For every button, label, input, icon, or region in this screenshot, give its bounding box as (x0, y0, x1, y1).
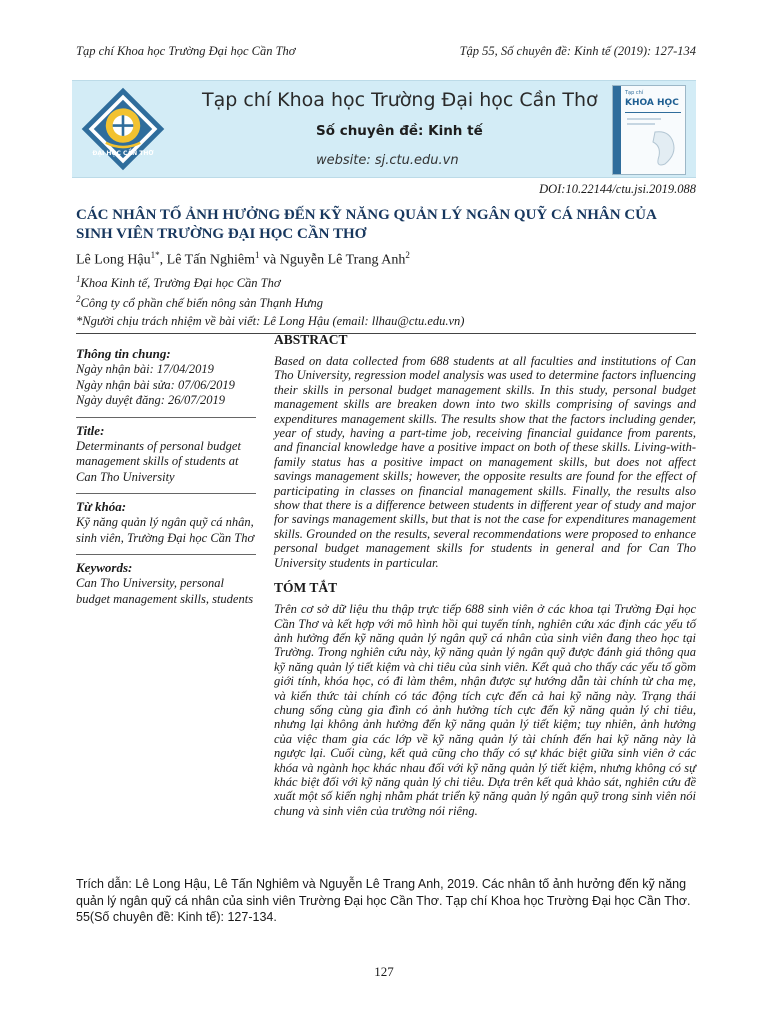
citation-text: Lê Long Hậu, Lê Tấn Nghiêm và Nguyễn Lê Trang Anh, 2019. Các nhân tố ảnh hưởng đến kỹ năng quản lý ngân quỹ cá nhân của sinh viên Trường Đại học Cần Thơ. Tạp chí Khoa học Trường Đại học Cần Thơ. 55(Số chuyên đề: Kinh tế): 127-134. (76, 877, 691, 924)
running-header-right: Tập 55, Số chuyên đề: Kinh tế (2019): 127-134 (459, 44, 696, 58)
citation-lead: Trích dẫn: (76, 877, 132, 891)
keywords-vi: Kỹ năng quản lý ngân quỹ cá nhân, sinh viên, Trường Đại học Cần Thơ (76, 515, 255, 545)
info-divider (76, 554, 256, 555)
abstract-column (274, 332, 696, 818)
logo-text: ĐẠI HỌC CẦN THƠ (92, 149, 154, 157)
author-sup: 2 (405, 250, 410, 260)
journal-cover-thumbnail (612, 85, 686, 175)
cover-illustration (625, 112, 681, 170)
author-sup: 1* (150, 250, 160, 260)
cover-spine (613, 86, 621, 174)
running-header-left: Tạp chí Khoa học Trường Đại học Cần Thơ (76, 44, 296, 58)
english-title-label: Title: (76, 422, 105, 438)
citation (76, 876, 696, 926)
university-logo (80, 86, 166, 172)
author-separator: và (259, 252, 280, 268)
journal-banner (72, 80, 696, 178)
abstract-heading: ABSTRACT (274, 332, 348, 347)
keywords-en-label: Keywords: (76, 560, 133, 575)
banner-website[interactable]: website: sj.ctu.edu.vn (316, 153, 459, 168)
page-number: 127 (374, 964, 394, 979)
cover-title: KHOA HỌC (625, 98, 679, 108)
author-name: Nguyễn Lê Trang Anh (279, 252, 406, 268)
author-list (76, 250, 410, 269)
affiliation-1 (76, 274, 281, 291)
cover-small-text: Tạp chí (625, 90, 644, 96)
date-revised: Ngày nhận bài sửa: 07/06/2019 (76, 377, 235, 392)
affiliation-text: Khoa Kinh tế, Trường Đại học Cần Thơ (80, 276, 281, 291)
corresponding-author: *Người chịu trách nhiệm về bài viết: Lê Long Hậu (email: llhau@ctu.edu.vn) (76, 314, 465, 328)
author-sup: 1 (255, 250, 260, 260)
author-separator: , (159, 252, 167, 268)
keywords-en: Can Tho University, personal budget management skills, students (76, 576, 254, 606)
article-info-column (76, 346, 256, 607)
author-name: Lê Long Hậu (76, 252, 151, 268)
doi[interactable]: DOI:10.22144/ctu.jsi.2019.088 (539, 182, 696, 196)
abstract-text: Based on data collected from 688 students at all faculties and institutions of Can Tho University, regression model analysis was used to determine factors influencing their skills in personal budget management skills. In this study, personal budget management skills are breaken down into two skills comprising of savings and expenditures management skills. The results show that the factors including gender, year of study, having a part-time job, receiving financial guidance from parents, and financial knowledge have a positive impact on both of these skills. Living-with-family status has a positive impact on management skills, but does not affect savings management skills; however, the opposite results are found for the effect of participating in classes on financial management skills. Finally, the results also show that there is a difference between students in different year of study and major for savings management skills, but that is not the case for expenditures management skills. Grounded on the results, several recommendations were proposed to enhance personal budget management skills for students in general and for Can Tho University students in particular. (274, 354, 696, 570)
banner-issue: Số chuyên đề: Kinh tế (316, 123, 483, 139)
info-divider (76, 417, 256, 418)
date-received: Ngày nhận bài: 17/04/2019 (76, 362, 214, 376)
affiliation-text: Công ty cổ phần chế biến nông sản Thạnh Hưng (80, 296, 324, 311)
banner-journal-name: Tạp chí Khoa học Trường Đại học Cần Thơ (202, 89, 598, 111)
keywords-vi-label: Từ khóa: (76, 499, 127, 514)
article-title: CÁC NHÂN TỐ ẢNH HƯỞNG ĐẾN KỸ NĂNG QUẢN LÝ NGÂN QUỸ CÁ NHÂN CỦA SINH VIÊN TRƯỜNG ĐẠI HỌC CẦN THƠ (76, 207, 657, 242)
tomtat-heading: TÓM TẮT (274, 580, 338, 596)
affiliation-sup: 2 (76, 294, 81, 304)
date-accepted: Ngày duyệt đăng: 26/07/2019 (76, 393, 225, 407)
author-name: Lê Tấn Nghiêm (166, 252, 256, 268)
tomtat-text: Trên cơ sở dữ liệu thu thập trực tiếp 688 sinh viên ở các khoa tại Trường Đại học Cần Thơ và kết hợp với mô hình hồi qui tuyến tính, nghiên cứu xác định các yếu tố ảnh hưởng đến kỹ năng quản lý ngân quỹ cá nhân của sinh viên đang theo học tại Trường. Trong nghiên cứu này, kỹ năng quản lý ngân quỹ được đánh giá thông qua kỹ năng quản lý tiết kiệm và chi tiêu của sinh viên. Kết quả cho thấy các yếu tố gồm giới tính, khóa học, có đi làm thêm, nhận được sự hướng dẫn tài chính từ cha mẹ, và kiến thức tài chính có tác động tích cực đến cả hai kỹ năng này. Trạng thái chung sống cùng gia đình có ảnh hưởng tích cực đến kỹ năng quản lý chi tiêu, nhưng lại không ảnh hưởng đến kỹ năng quản lý tiết kiệm; tuy nhiên, ảnh hưởng của việc tham gia các lớp về kỹ năng quản lý tài chính đến hai kỹ năng này là ngược lại. Cuối cùng, kết quả cũng cho thấy có sự khác biệt giữa sinh viên ở các khóa và ngành học khác nhau đối với kỹ năng quản lý tiết kiệm, nhưng không có sự khác biệt đối với kỹ năng quản lý chi tiêu. Dựa trên kết quả khảo sát, nghiên cứu đề xuất một số kiến nghị nhằm phát triển kỹ năng quản lý ngân quỹ trong sinh viên nói chung và sinh viên của trường nói riêng. (274, 602, 696, 818)
info-heading: Thông tin chung: (76, 346, 171, 361)
english-title: Determinants of personal budget management skills of students at Can Tho University (76, 438, 241, 484)
affiliation-sup: 1 (76, 274, 81, 284)
affiliation-2 (76, 294, 323, 311)
info-divider (76, 493, 256, 494)
